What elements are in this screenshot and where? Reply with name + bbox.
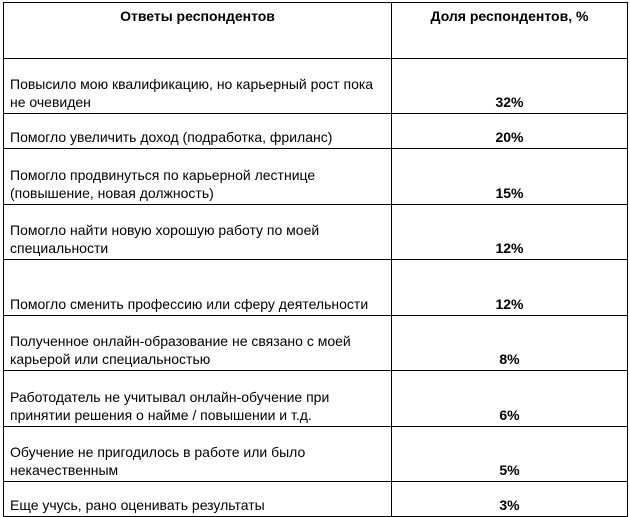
table-row	[4, 260, 628, 316]
share-cell: 3%	[392, 482, 628, 517]
share-cell: 20%	[392, 114, 628, 149]
share-cell: 32%	[392, 59, 628, 114]
share-cell: 8%	[392, 316, 628, 371]
answer-cell: Помогло продвинуться по карьерной лестнице (повышение, новая должность)	[4, 149, 392, 205]
share-cell: 15%	[392, 149, 628, 205]
answer-cell: Еще учусь, рано оценивать результаты	[4, 482, 392, 517]
share-cell: 12%	[392, 205, 628, 260]
table-header-row	[4, 3, 628, 59]
table-row	[4, 114, 628, 149]
share-cell: 5%	[392, 427, 628, 482]
header-answers: Ответы респондентов	[4, 3, 392, 59]
answer-cell: Помогло сменить профессию или сферу деятельности	[4, 260, 392, 316]
answer-cell: Работодатель не учитывал онлайн-обучение при принятии решения о найме / повышении и т.д.	[4, 371, 392, 427]
table-row	[4, 59, 628, 114]
answer-cell: Помогло найти новую хорошую работу по моей специальности	[4, 205, 392, 260]
answer-cell: Помогло увеличить доход (подработка, фриланс)	[4, 114, 392, 149]
table-row	[4, 316, 628, 371]
share-cell: 12%	[392, 260, 628, 316]
table-row	[4, 371, 628, 427]
answer-cell: Полученное онлайн-образование не связано с моей карьерой или специальностью	[4, 316, 392, 371]
table-row	[4, 149, 628, 205]
answer-cell: Повысило мою квалификацию, но карьерный рост пока не очевиден	[4, 59, 392, 114]
survey-results-table	[3, 2, 628, 517]
table-row	[4, 205, 628, 260]
answer-cell: Обучение не пригодилось в работе или было некачественным	[4, 427, 392, 482]
share-cell: 6%	[392, 371, 628, 427]
header-share: Доля респондентов, %	[392, 3, 628, 59]
table-row	[4, 482, 628, 517]
table-row	[4, 427, 628, 482]
